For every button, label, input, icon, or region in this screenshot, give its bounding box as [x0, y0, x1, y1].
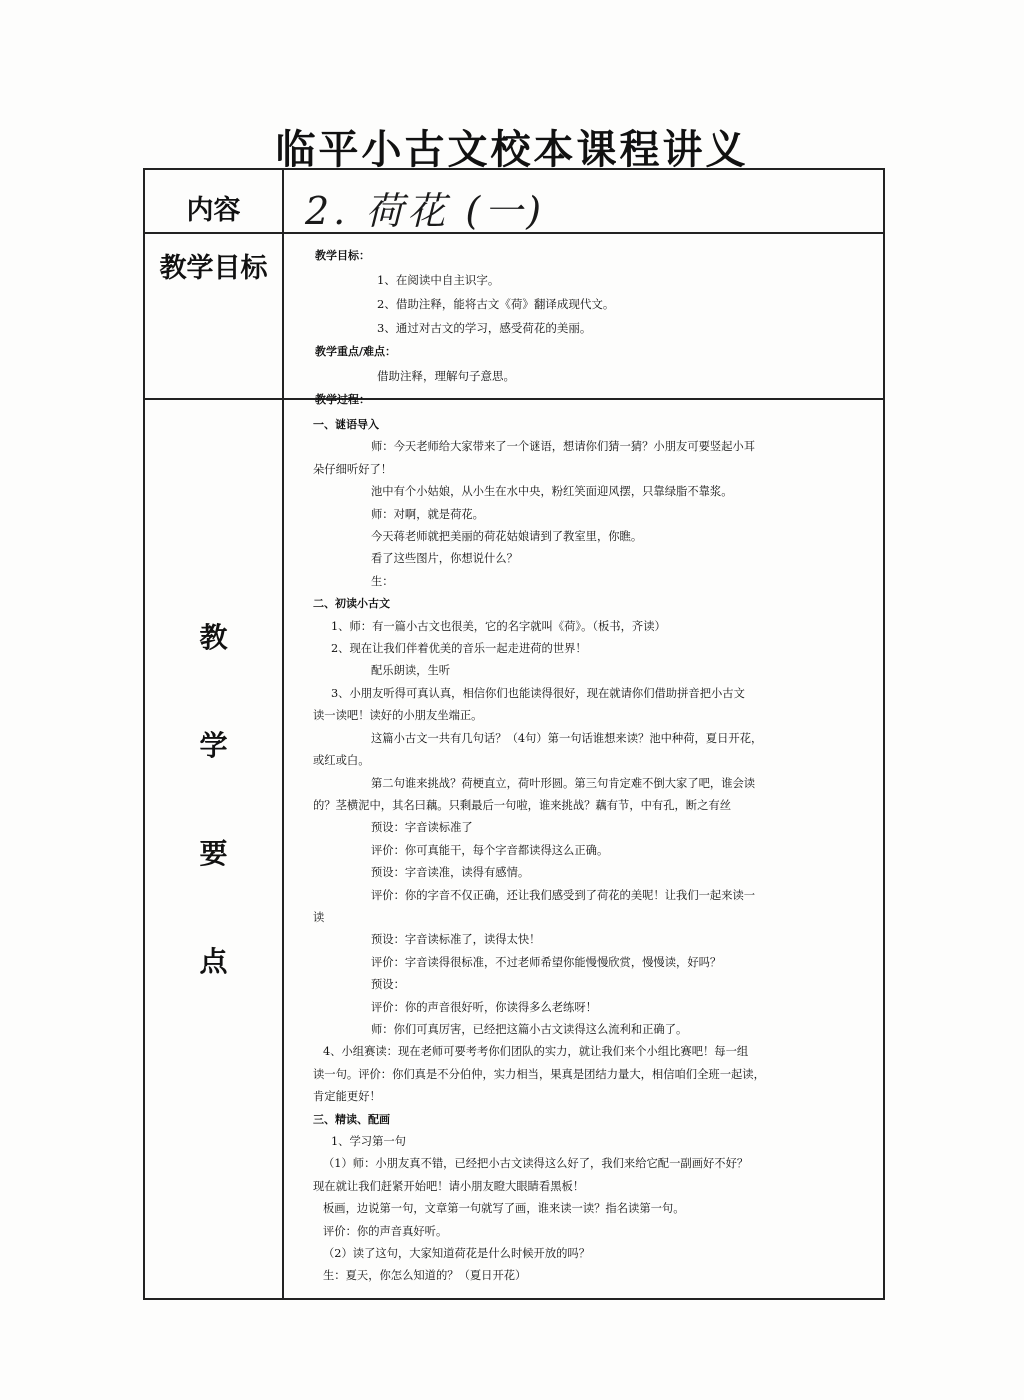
section-heading: 二、初读小古文	[313, 597, 390, 611]
body-line: 师：对啊，就是荷花。	[371, 507, 484, 521]
body-line: 朵仔细听好了！	[313, 462, 393, 476]
goal-item: 3、通过对古文的学习，感受荷花的美丽。	[377, 321, 592, 335]
body-line: 今天蒋老师就把美丽的荷花姑娘请到了教室里，你瞧。	[371, 530, 643, 544]
goal-item: 1、在阅读中自主识字。	[377, 273, 500, 287]
body-line: 配乐朗读，生听	[371, 664, 451, 678]
body-line: 池中有个小姑娘，从小生在水中央，粉红笑面迎风摆，只靠绿脂不靠浆。	[371, 485, 733, 499]
body-line: 板画，边说第一句，文章第一句就写了画，谁来读一读？指名读第一句。	[323, 1202, 685, 1216]
keypoint-char: 学	[199, 729, 228, 762]
section-heading: 三、精读、配画	[313, 1112, 390, 1126]
label-keypoints	[145, 620, 282, 1052]
body-line: 2、现在让我们伴着优美的音乐一起走进荷的世界！	[331, 642, 587, 656]
body-line: 预设：	[371, 978, 405, 992]
teaching-process	[313, 414, 818, 1288]
body-line: （2）读了这句，大家知道荷花是什么时候开放的吗？	[323, 1247, 591, 1261]
body-line: 3、小朋友听得可真认真，相信你们也能读得很好，现在就请你们借助拼音把小古文	[331, 686, 745, 700]
label-content: 内容	[186, 195, 241, 226]
keypoint-char: 点	[199, 945, 228, 978]
label-goals: 教学目标	[159, 253, 268, 284]
keypoint-char: 要	[199, 837, 228, 870]
goals-section	[315, 244, 875, 412]
body-line: 师：今天老师给大家带来了一个谜语，想请你们猜一猜？小朋友可要竖起小耳	[371, 440, 756, 454]
body-line: 生：	[371, 574, 394, 588]
difficulty-text: 借助注释，理解句子意思。	[377, 369, 515, 383]
body-line: 预设：字音读标准了，读得太快！	[371, 933, 541, 947]
lesson-table	[143, 168, 885, 1300]
body-line: 评价：你的字音不仅正确，还让我们感受到了荷花的美呢！让我们一起来读一	[371, 888, 756, 902]
process-heading: 教学过程：	[315, 393, 370, 406]
goal-item: 2、借助注释，能将古文《荷》翻译成现代文。	[377, 297, 615, 311]
body-line: 这篇小古文一共有几句话？（4句）第一句话谁想来读？池中种荷，夏日开花，	[371, 731, 763, 745]
body-line: 4、小组赛读：现在老师可要考考你们团队的实力，就让我们来个小组比赛吧！每一组	[323, 1045, 749, 1059]
body-line: 肯定能更好！	[313, 1090, 381, 1104]
body-line: 读一句。评价：你们真是不分伯仲，实力相当，果真是团结力量大，相信咱们全班一起读，	[313, 1067, 765, 1081]
body-line: 或红或白。	[313, 754, 370, 768]
handwritten-lesson-title: 2. 荷花 (一)	[305, 189, 546, 233]
body-line: 评价：字音读得很标准，不过老师希望你能慢慢欣赏，慢慢读，好吗？	[371, 955, 722, 969]
body-line: 的？茎横泥中，其名曰藕。只剩最后一句啦，谁来挑战？藕有节，中有孔，断之有丝	[313, 798, 731, 812]
difficulty-heading: 教学重点/难点：	[315, 345, 397, 358]
body-line: 评价：你可真能干，每个字音都读得这么正确。	[371, 843, 609, 857]
body-line: 看了这些图片，你想说什么？	[371, 552, 518, 566]
page-title: 临平小古文校本课程讲义	[275, 127, 749, 173]
body-line: 预设：字音读标准了	[371, 821, 473, 835]
body-line: 预设：字音读准，读得有感情。	[371, 866, 530, 880]
body-line: 读	[313, 910, 325, 924]
body-line: 生：夏天，你怎么知道的？（夏日开花）	[323, 1269, 527, 1283]
body-line: 评价：你的声音很好听，你读得多么老练呀！	[371, 1000, 597, 1014]
body-line: 第二句谁来挑战？荷梗直立，荷叶形圆。第三句肯定难不倒大家了吧，谁会读	[371, 776, 756, 790]
body-line: 现在就让我们赶紧开始吧！请小朋友瞪大眼睛看黑板！	[313, 1179, 585, 1193]
body-line: 师：你们可真厉害，已经把这篇小古文读得这么流利和正确了。	[371, 1022, 688, 1036]
goals-heading: 教学目标：	[315, 249, 370, 262]
body-line: （1）师：小朋友真不错，已经把小古文读得这么好了，我们来给它配一副画好不好？	[323, 1157, 749, 1171]
column-divider	[282, 170, 284, 1298]
body-line: 1、学习第一句	[331, 1135, 406, 1148]
section-heading: 一、谜语导入	[313, 418, 379, 431]
keypoint-char: 教	[199, 621, 228, 654]
body-line: 1、师：有一篇小古文也很美，它的名字就叫《荷》。（板书，齐读）	[331, 619, 666, 633]
body-line: 读一读吧！读好的小朋友坐端正。	[313, 709, 483, 723]
body-line: 评价：你的声音真好听。	[323, 1224, 448, 1238]
